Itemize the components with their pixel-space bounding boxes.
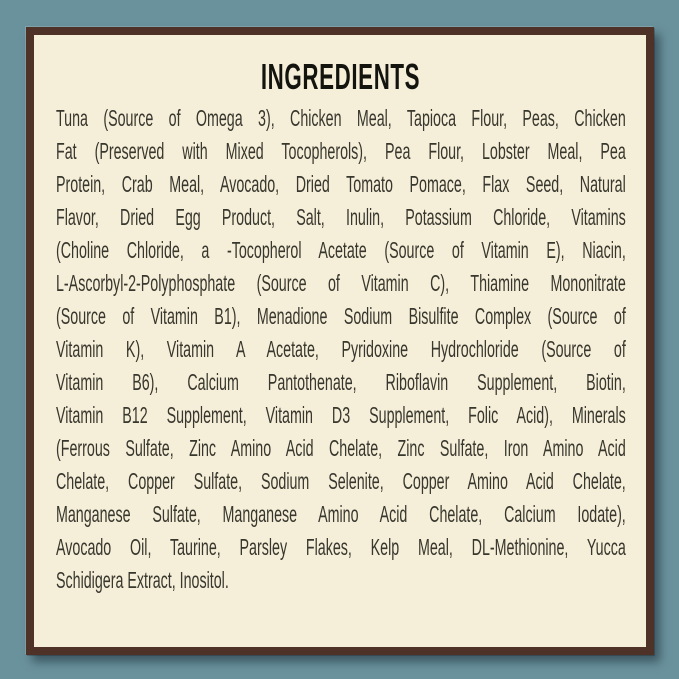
ingredients-line: L-Ascorbyl-2-Polyphosphate (Source of Vitamin C), Thiamine Mononitrate <box>56 270 626 296</box>
ingredients-line: Protein, Crab Meal, Avocado, Dried Tomato Pomace, Flax Seed, Natural <box>56 171 626 197</box>
title-row <box>56 56 626 97</box>
ingredients-label-panel <box>26 27 654 655</box>
ingredients-line: Fat (Preserved with Mixed Tocopherols), Pea Flour, Lobster Meal, Pea <box>56 138 626 164</box>
ingredients-line: Flavor, Dried Egg Product, Salt, Inulin, Potassium Chloride, Vitamins <box>56 204 626 230</box>
label-content <box>34 35 646 647</box>
ingredients-line: Vitamin B12 Supplement, Vitamin D3 Supplement, Folic Acid), Minerals <box>56 402 626 428</box>
ingredients-line: (Source of Vitamin B1), Menadione Sodium Bisulfite Complex (Source of <box>56 303 626 329</box>
ingredients-line: Schidigera Extract, Inositol. <box>56 567 229 593</box>
ingredients-line: (Ferrous Sulfate, Zinc Amino Acid Chelate, Zinc Sulfate, Iron Amino Acid <box>56 435 626 461</box>
ingredients-line: Vitamin K), Vitamin A Acetate, Pyridoxine Hydrochloride (Source of <box>56 336 626 362</box>
ingredients-line: Avocado Oil, Taurine, Parsley Flakes, Kelp Meal, DL-Methionine, Yucca <box>56 534 626 560</box>
ingredients-line: Tuna (Source of Omega 3), Chicken Meal, Tapioca Flour, Peas, Chicken <box>56 105 626 131</box>
ingredients-line: Manganese Sulfate, Manganese Amino Acid Chelate, Calcium Iodate), <box>56 501 626 527</box>
ingredients-line: (Choline Chloride, a -Tocopherol Acetate (Source of Vitamin E), Niacin, <box>56 237 626 263</box>
ingredients-line: Chelate, Copper Sulfate, Sodium Selenite, Copper Amino Acid Chelate, <box>56 468 626 494</box>
ingredients-line: Vitamin B6), Calcium Pantothenate, Riboflavin Supplement, Biotin, <box>56 369 626 395</box>
ingredients-text <box>56 102 626 597</box>
ingredients-title: INGREDIENTS <box>261 56 421 97</box>
